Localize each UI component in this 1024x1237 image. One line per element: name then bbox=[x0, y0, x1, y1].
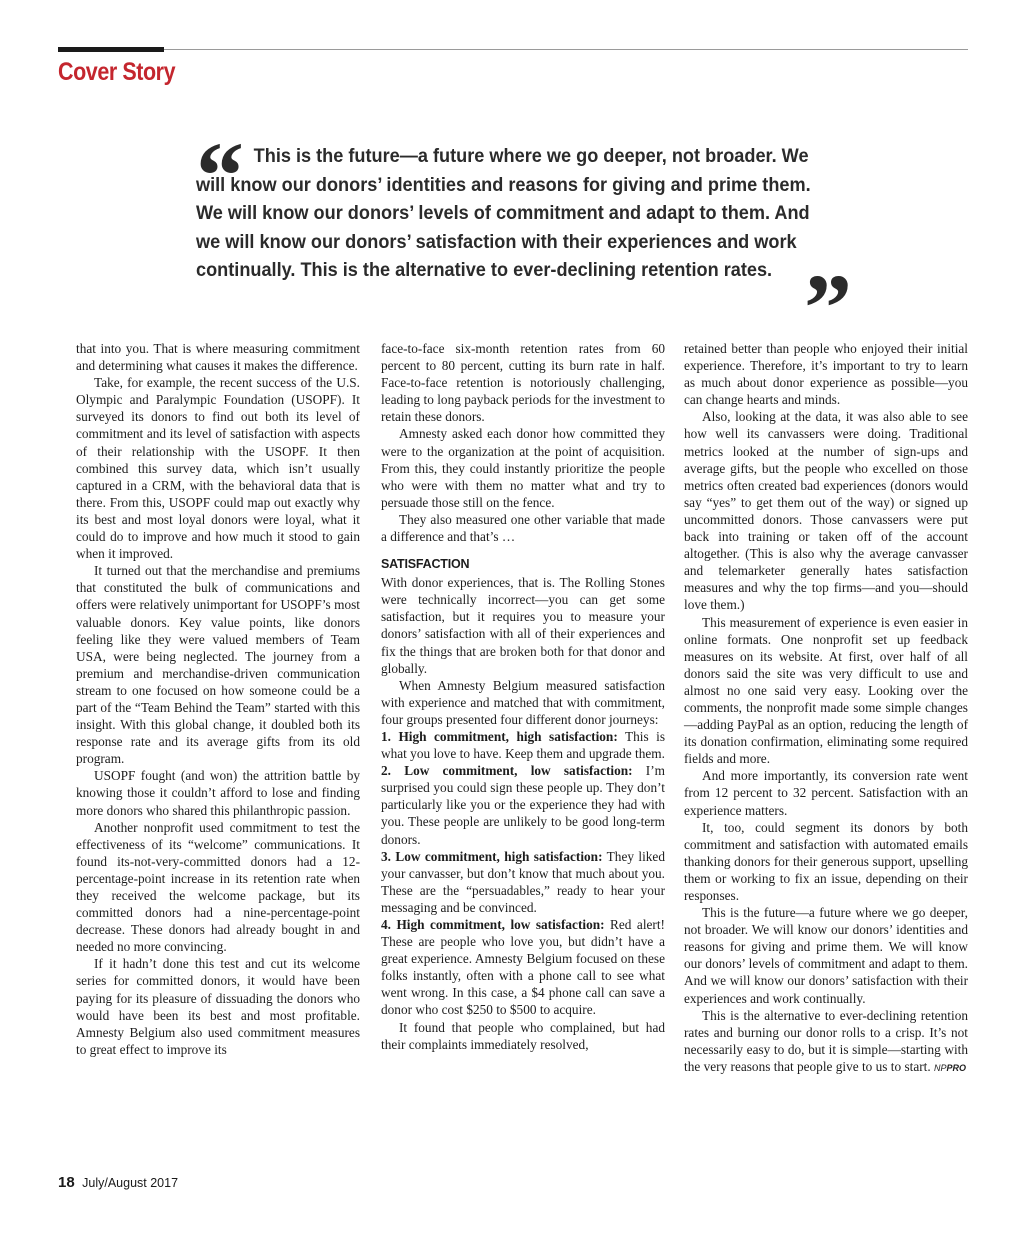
numbered-item-label: 3. Low commitment, high satisfaction: bbox=[381, 848, 603, 864]
numbered-item-text: This is what you love to have. Keep them and upgrade them. bbox=[381, 728, 665, 762]
paragraph: They also measured one other variable that made a difference and that’s … bbox=[381, 511, 665, 545]
paragraph: Amnesty asked each donor how committed they were to the organization at the point of acquisition. From this, they could instantly prioritize the people who were with them no matter what and try to persuade those still on the fence. bbox=[381, 426, 665, 510]
pull-quote bbox=[196, 142, 896, 285]
numbered-item-text: I’m surprised you could sign these people up. They don’t particularly like you or the experience they had with you. These people are unlikely to be good long-term donors. bbox=[381, 763, 665, 847]
close-quote-mark: ” bbox=[804, 254, 852, 361]
paragraph: It turned out that the merchandise and premiums that constituted the bulk of communications and offers were relatively unimportant for USOPF’s most valuable donors. Key value points, like donors feeling like they were valued members of Team USA, were being neglected. The journey from a premium and merchandise-driven communication stream to one focused on how someone could be a part of the “Team Behind the Team” started with this insight. With this global change, it doubled both its response rate and its average gifts from its old program. bbox=[76, 563, 360, 767]
article-column-3 bbox=[684, 340, 968, 1077]
article-column-1 bbox=[76, 340, 360, 1058]
numbered-item bbox=[381, 762, 665, 847]
paragraph: USOPF fought (and won) the attrition battle by knowing those it couldn’t afford to lose and finding more donors who shared this philanthropic passion. bbox=[76, 768, 360, 818]
numbered-item-label: 2. Low commitment, low satisfaction: bbox=[381, 763, 633, 779]
pull-quote-line: This is the future—a future where we go deeper, not broader. We bbox=[253, 145, 809, 167]
section-heading-satisfaction: SATISFACTION bbox=[381, 557, 470, 572]
numbered-item-label: 1. High commitment, high satisfaction: bbox=[381, 728, 618, 744]
numbered-item-text: They liked your canvasser, but don’t know that much about you. These are the “persuadables,” ready to hear your messaging and be convinced. bbox=[381, 848, 665, 915]
numbered-item-text: Red alert! These are people who love you, but didn’t have a great experience. Amnesty Belgium focused on these folks instantly, often with a phone call to see what went wrong. In this case, a $4 phone call can save a donor who cost $250 to $500 to acquire. bbox=[381, 917, 665, 1018]
paragraph-final-text: This is the alternative to ever-declining retention rates and burning our donor rolls to a crisp. It’s not necessarily easy to do, but it is simple—starting with the very reasons that people give to us to start. bbox=[684, 1007, 968, 1074]
paragraph: If it hadn’t done this test and cut its welcome series for committed donors, it would have been paying for its pleasure of dissuading the donors who would have been its best and most profitable. Amnesty Belgium also used commitment measures to great effect to improve its bbox=[76, 956, 360, 1057]
pull-quote-line: we will know our donors’ satisfaction with their experiences and work bbox=[196, 230, 797, 253]
paragraph: With donor experiences, that is. The Rolling Stones were technically incorrect—you can get some satisfaction, but it requires you to measure your donors’ satisfaction with all of their experiences and fix the things that are broken both for that donor and globally. bbox=[381, 575, 665, 676]
numbered-item bbox=[381, 728, 665, 762]
paragraph: retained better than people who enjoyed their initial experience. Therefore, it’s important to try to learn as much about donor experience as possible—you can change hearts and minds. bbox=[684, 341, 968, 408]
paragraph: face-to-face six-month retention rates from 60 percent to 80 percent, cutting its burn rate in half. Face-to-face retention is notoriously challenging, leading to long payback periods for the investment to retain these donors. bbox=[381, 341, 665, 425]
numbered-item-label: 4. High commitment, low satisfaction: bbox=[381, 917, 605, 932]
paragraph: Also, looking at the data, it was also able to see how well its canvassers were doing. Traditional metrics looked at the number of sign-ups and average gifts, but the people who excelled on those metrics often created bad experiences (donors would say “yes” to get them out of the way) or signed up uncommitted donors. Those canvassers were put back into training or taken off of the account altogether. (This is also why the average canvasser and telemarketer generally hates satisfaction measures and why the top firms—and you—should love them.) bbox=[684, 409, 968, 613]
section-label: Cover Story bbox=[58, 58, 176, 86]
numbered-item bbox=[381, 848, 665, 916]
paragraph: Take, for example, the recent success of the U.S. Olympic and Paralympic Foundation (USOPF). It surveyed its donors to find out both its level of commitment and its level of satisfaction with aspects of their relationship with the USOPF. It then combined this survey data, which isn’t usually captured in a CRM, with the behavioral data that is there. From this, USOPF could map out exactly why its best and most loyal donors were loyal, what it could do to improve and how much it stood to gain when it improved. bbox=[76, 375, 360, 562]
article-column-2 bbox=[381, 340, 665, 1053]
numbered-item bbox=[381, 916, 665, 1019]
header-rule-thick bbox=[58, 47, 164, 52]
end-mark-pro: PRO bbox=[946, 1062, 967, 1073]
paragraph: And more importantly, its conversion rate went from 12 percent to 32 percent. Satisfaction with an experience matters. bbox=[684, 768, 968, 818]
paragraph: It found that people who complained, but had their complaints immediately resolved, bbox=[381, 1019, 665, 1052]
paragraph: This is the future—a future where we go deeper, not broader. We will know our donors’ identities and reasons for giving and prime them. We will know our donors’ levels of commitment and adapt to them. And we will know our donors’ satisfaction with their experiences and work continually. bbox=[684, 905, 968, 1006]
paragraph-final bbox=[684, 1007, 968, 1077]
paragraph: When Amnesty Belgium measured satisfaction with experience and matched that with commitment, four groups presented four different donor journeys: bbox=[381, 677, 665, 727]
header-rule-thin bbox=[164, 49, 968, 50]
pull-quote-line: will know our donors’ identities and reasons for giving and prime them. bbox=[196, 173, 811, 196]
paragraph: It, too, could segment its donors by both commitment and satisfaction with automated emails thanking donors for their generous support, upselling them or working to fix an issue, depending on their responses. bbox=[684, 819, 968, 903]
issue-date: July/August 2017 bbox=[82, 1176, 179, 1190]
page-number: 18 bbox=[58, 1174, 75, 1191]
paragraph: Another nonprofit used commitment to test the effectiveness of its “welcome” communications. It found its-not-very-committed donors had a 12-percentage-point increase in its retention rate when they received the welcome package, but its committed donors had a nine-percentage-point decrease. These donors had already bought in and needed no more convincing. bbox=[76, 819, 360, 955]
open-quote-mark: “ bbox=[196, 122, 244, 229]
end-mark-np: NP bbox=[934, 1062, 947, 1073]
paragraph: that into you. That is where measuring commitment and determining what causes it makes the difference. bbox=[76, 341, 360, 374]
pull-quote-line: We will know our donors’ levels of commitment and adapt to them. And bbox=[196, 202, 810, 224]
page-footer bbox=[58, 1174, 178, 1192]
paragraph: This measurement of experience is even easier in online formats. One nonprofit set up feedback measures on its website. At first, over half of all donors said the site was very difficult to use and almost no one said very easy. Looking over the comments, the nonprofit made some simple changes—adding PayPal as an option, reducing the length of its donation confirmation, eliminating some required fields and more. bbox=[684, 614, 968, 767]
end-mark-logo bbox=[934, 1063, 966, 1073]
pull-quote-line: continually. This is the alternative to ever-declining retention rates. bbox=[196, 259, 773, 281]
